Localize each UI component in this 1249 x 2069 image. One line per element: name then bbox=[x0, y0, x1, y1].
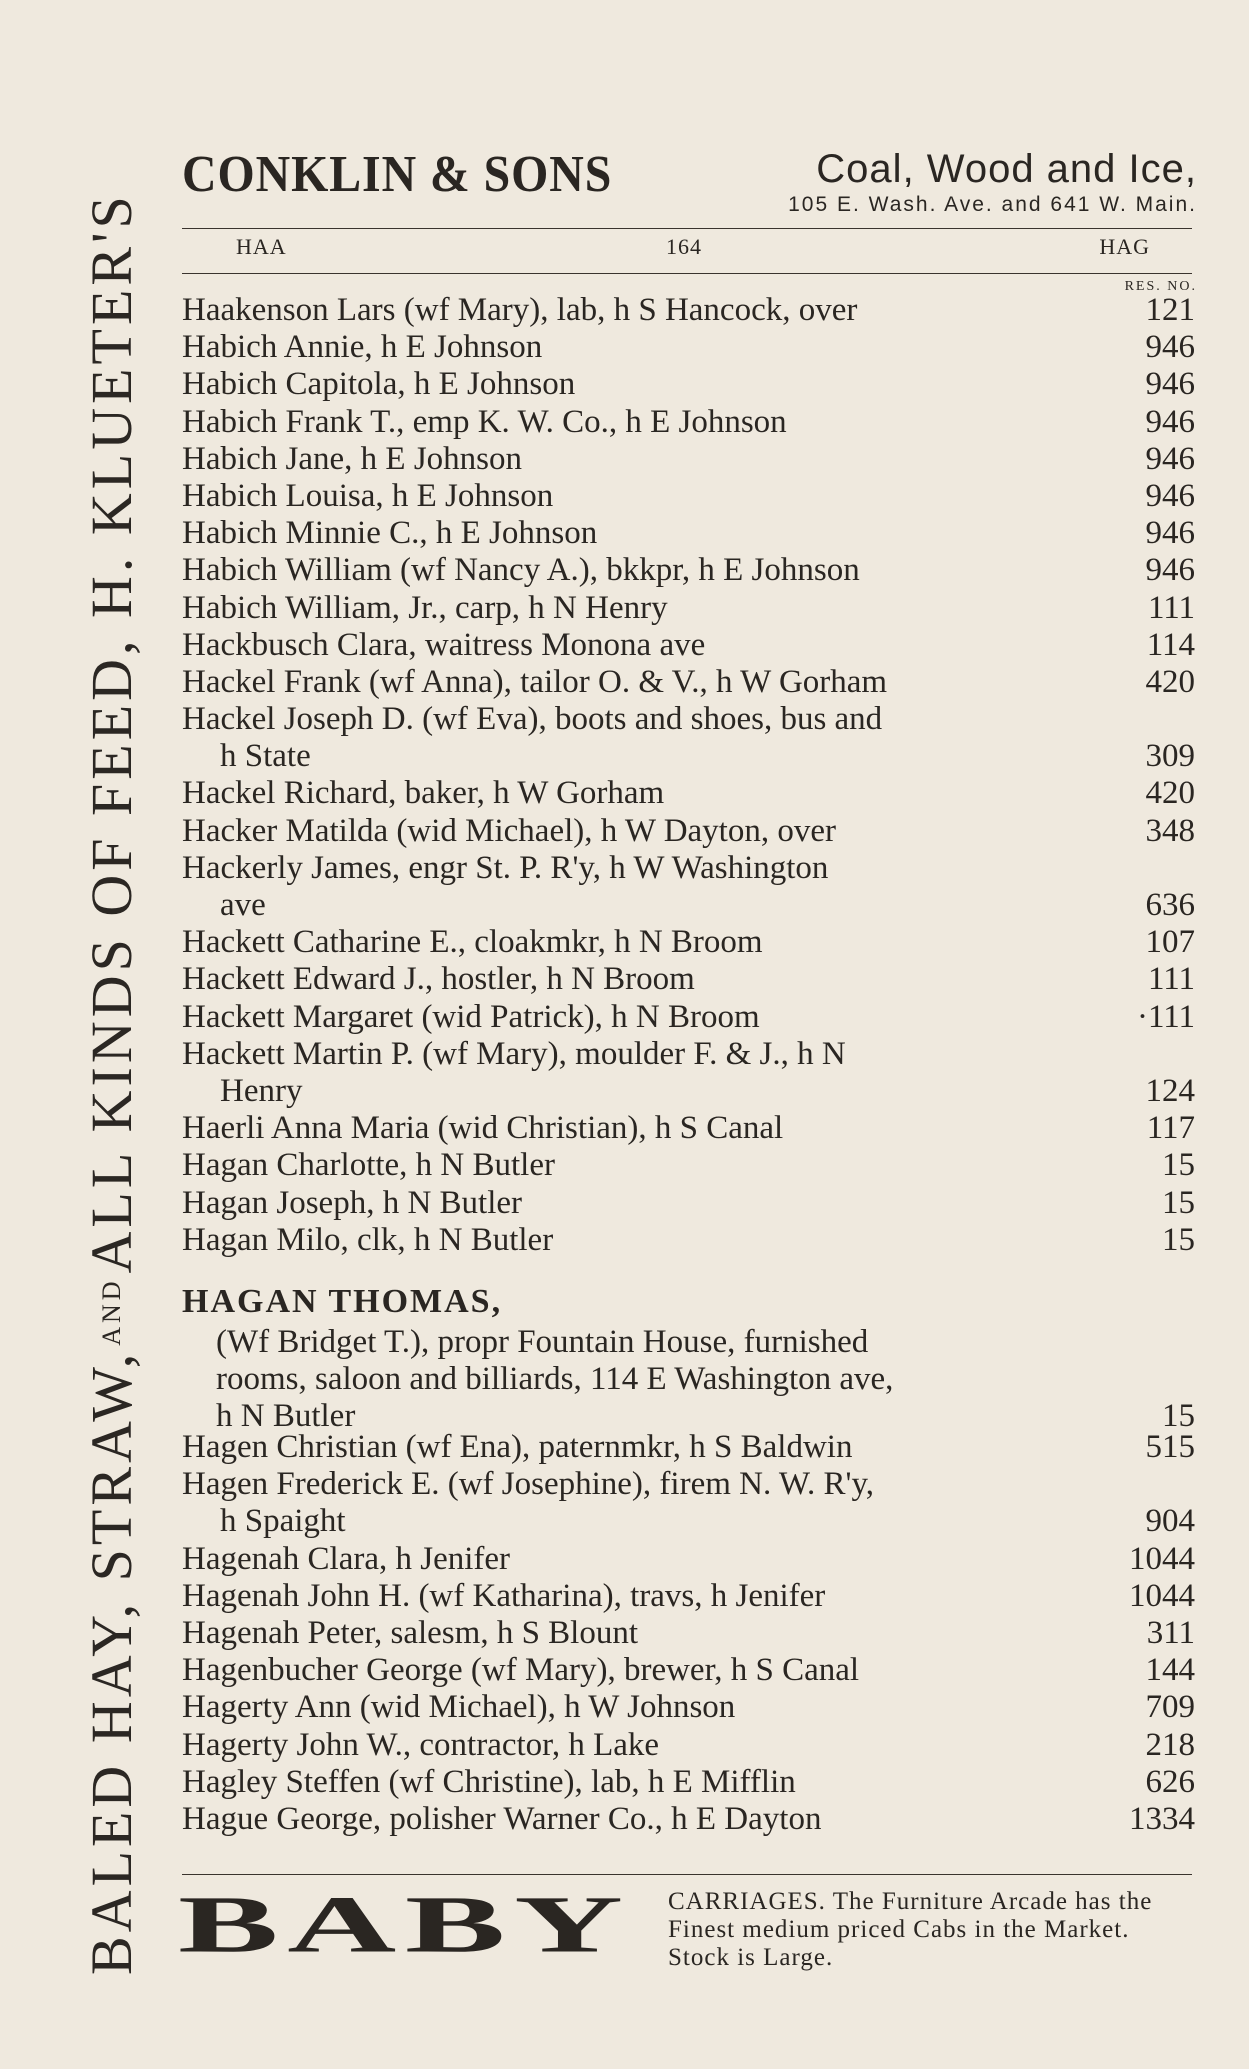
residence-number: 636 bbox=[1145, 887, 1195, 923]
residence-number: 420 bbox=[1145, 775, 1195, 812]
entry-text: Hackett Margaret (wid Patrick), h N Broom bbox=[182, 998, 760, 1035]
entry-text: Hagenbucher George (wf Mary), brewer, h S Canal bbox=[182, 1652, 860, 1689]
directory-entry bbox=[182, 292, 1195, 329]
side-ad-and: AND bbox=[96, 1277, 126, 1346]
entry-text: Habich Minnie C., h E Johnson bbox=[182, 515, 598, 552]
residence-number: 1334 bbox=[1129, 1800, 1195, 1837]
running-head bbox=[182, 234, 1192, 262]
header-ad-trade: Coal, Wood and Ice, bbox=[816, 147, 1197, 191]
directory-entry bbox=[182, 1689, 1195, 1726]
directory-entry bbox=[182, 961, 1195, 998]
entry-text: Hagley Steffen (wf Christine), lab, h E Mifflin bbox=[182, 1763, 796, 1800]
entry-text: Hagan Charlotte, h N Butler bbox=[182, 1147, 555, 1184]
entry-text: Hackel Joseph D. (wf Eva), boots and shoes, bus and bbox=[182, 701, 883, 738]
header-advertisement bbox=[182, 145, 1197, 225]
side-advertisement bbox=[78, 145, 145, 1975]
entry-text: Hague George, polisher Warner Co., h E Dayton bbox=[182, 1800, 822, 1837]
footer-ad-copy: CARRIAGES. The Furniture Arcade has the Finest medium priced Cabs in the Market. Stock is Large. bbox=[668, 1888, 1153, 1971]
entry-text: Hagen Christian (wf Ena), paternmkr, h S Baldwin bbox=[182, 1429, 853, 1465]
directory-entry bbox=[182, 1222, 1195, 1259]
directory-entry bbox=[182, 329, 1195, 366]
directory-entry bbox=[182, 813, 1195, 850]
footer-ad-headline: BABY bbox=[178, 1879, 632, 1970]
header-ad-firm: CONKLIN & SONS bbox=[182, 146, 613, 203]
directory-entry bbox=[182, 1652, 1195, 1689]
directory-entry bbox=[182, 590, 1195, 627]
directory-entry bbox=[182, 1503, 1195, 1540]
entry-text: Hagerty Ann (wid Michael), h W Johnson bbox=[182, 1689, 736, 1726]
featured-entry-name: HAGAN THOMAS, bbox=[182, 1283, 503, 1320]
running-head-rule bbox=[182, 273, 1192, 274]
directory-entry bbox=[182, 924, 1195, 961]
directory-entry bbox=[182, 738, 1195, 775]
side-ad-text-2: ALL KINDS OF FEED, H. KLUETER'S bbox=[79, 192, 144, 1274]
residence-number: 15 bbox=[1162, 1147, 1195, 1184]
directory-entry bbox=[182, 1541, 1195, 1578]
residence-number: 348 bbox=[1145, 812, 1195, 849]
residence-number: 311 bbox=[1146, 1614, 1195, 1651]
directory-entry bbox=[182, 1147, 1195, 1184]
entry-text: ave bbox=[220, 887, 266, 923]
running-head-left: HAA bbox=[236, 234, 287, 259]
directory-entry bbox=[182, 404, 1195, 441]
entry-text: Hacker Matilda (wid Michael), h W Dayton, over bbox=[182, 812, 836, 849]
residence-number: 709 bbox=[1145, 1689, 1195, 1726]
directory-entry bbox=[182, 366, 1195, 403]
entry-text: Haakenson Lars (wf Mary), lab, h S Hancock, over bbox=[182, 292, 858, 328]
entry-text: (Wf Bridget T.), propr Fountain House, furnished bbox=[216, 1324, 869, 1360]
residence-number: 515 bbox=[1145, 1429, 1195, 1465]
directory-entry bbox=[182, 999, 1195, 1036]
residence-number: 420 bbox=[1145, 663, 1195, 700]
directory-entry bbox=[182, 887, 1195, 924]
residence-number: 946 bbox=[1145, 515, 1195, 552]
residence-number: 946 bbox=[1145, 552, 1195, 589]
entry-text: Hackett Martin P. (wf Mary), moulder F. & J., h N bbox=[182, 1035, 846, 1072]
entry-text: Hagan Joseph, h N Butler bbox=[182, 1184, 523, 1221]
residence-number: 117 bbox=[1146, 1110, 1195, 1147]
residence-number: 626 bbox=[1145, 1763, 1195, 1800]
entry-text: Hagerty John W., contractor, h Lake bbox=[182, 1726, 660, 1763]
directory-entry bbox=[182, 850, 1195, 887]
residence-number: 144 bbox=[1145, 1652, 1195, 1689]
directory-entry bbox=[182, 1727, 1195, 1764]
entry-text: Habich Frank T., emp K. W. Co., h E Johnson bbox=[182, 403, 787, 440]
directory-entry bbox=[182, 1110, 1195, 1147]
entry-text: Habich Capitola, h E Johnson bbox=[182, 366, 576, 403]
directory-entry bbox=[182, 552, 1195, 589]
entry-text: Habich William (wf Nancy A.), bkkpr, h E Johnson bbox=[182, 552, 860, 589]
residence-number: 946 bbox=[1145, 477, 1195, 514]
running-head-right: HAG bbox=[1099, 234, 1150, 259]
residence-number: 15 bbox=[1162, 1184, 1195, 1221]
residence-number: 946 bbox=[1145, 366, 1195, 403]
directory-entry bbox=[182, 515, 1195, 552]
directory-entry bbox=[182, 627, 1195, 664]
residence-number: 1044 bbox=[1129, 1540, 1195, 1577]
directory-entry bbox=[182, 1801, 1195, 1838]
directory-entry bbox=[182, 1036, 1195, 1073]
entry-text: Habich William, Jr., carp, h N Henry bbox=[182, 589, 668, 626]
directory-entry bbox=[182, 441, 1195, 478]
featured-entry bbox=[182, 1280, 1195, 1436]
directory-entry bbox=[182, 1073, 1195, 1110]
entry-text: h N Butler bbox=[216, 1398, 356, 1435]
residence-number: 309 bbox=[1145, 738, 1195, 775]
header-rule bbox=[182, 228, 1192, 229]
directory-entry bbox=[182, 1615, 1195, 1652]
entry-text: Habich Annie, h E Johnson bbox=[182, 329, 543, 366]
directory-entry bbox=[182, 478, 1195, 515]
residence-number: 111 bbox=[1147, 589, 1195, 626]
directory-entry bbox=[182, 1361, 1195, 1398]
residence-number: 124 bbox=[1145, 1072, 1195, 1109]
residence-number: 111 bbox=[1147, 961, 1195, 998]
footer-advertisement bbox=[178, 1879, 1192, 1978]
directory-entry bbox=[182, 775, 1195, 812]
entry-text: rooms, saloon and billiards, 114 E Washington ave, bbox=[216, 1361, 894, 1398]
entry-text: Hagan Milo, clk, h N Butler bbox=[182, 1221, 554, 1258]
entry-text: Hackerly James, engr St. P. R'y, h W Washington bbox=[182, 849, 829, 886]
entry-text: Hagenah Peter, salesm, h S Blount bbox=[182, 1614, 639, 1651]
footer-rule bbox=[182, 1874, 1192, 1875]
entry-text: h State bbox=[220, 738, 311, 775]
residence-number: ·111 bbox=[1136, 998, 1195, 1035]
entry-text: Hackett Catharine E., cloakmkr, h N Broom bbox=[182, 924, 763, 961]
directory-entry bbox=[182, 1764, 1195, 1801]
entry-text: Habich Jane, h E Johnson bbox=[182, 440, 523, 477]
entry-text: Hackel Frank (wf Anna), tailor O. & V., h W Gorham bbox=[182, 663, 888, 700]
directory-entries bbox=[182, 292, 1195, 1259]
entry-text: Henry bbox=[220, 1072, 303, 1109]
residence-number: 15 bbox=[1162, 1398, 1195, 1435]
residence-number: 946 bbox=[1145, 403, 1195, 440]
residence-number: 1044 bbox=[1129, 1577, 1195, 1614]
residence-number: 114 bbox=[1146, 626, 1195, 663]
directory-entry bbox=[182, 1466, 1195, 1503]
page-number: 164 bbox=[666, 234, 702, 259]
entry-text: h Spaight bbox=[220, 1503, 346, 1540]
entry-text: Hagenah John H. (wf Katharina), travs, h Jenifer bbox=[182, 1577, 826, 1614]
residence-number: 904 bbox=[1145, 1503, 1195, 1540]
entry-text: Hagenah Clara, h Jenifer bbox=[182, 1540, 511, 1577]
entry-text: Habich Louisa, h E Johnson bbox=[182, 477, 554, 514]
directory-entry bbox=[182, 1324, 1195, 1361]
residence-number: 946 bbox=[1145, 329, 1195, 366]
residence-number: 218 bbox=[1145, 1726, 1195, 1763]
header-ad-address: 105 E. Wash. Ave. and 641 W. Main. bbox=[788, 193, 1197, 216]
entry-text: Hackbusch Clara, waitress Monona ave bbox=[182, 626, 706, 663]
featured-entry-lines bbox=[182, 1324, 1195, 1436]
residence-number: 946 bbox=[1145, 440, 1195, 477]
entry-text: Hagen Frederick E. (wf Josephine), firem N. W. R'y, bbox=[182, 1466, 875, 1503]
residence-number: 15 bbox=[1162, 1221, 1195, 1258]
directory-entries-continued bbox=[182, 1429, 1195, 1838]
entry-text: Hackett Edward J., hostler, h N Broom bbox=[182, 961, 695, 998]
entry-text: Haerli Anna Maria (wid Christian), h S Canal bbox=[182, 1110, 784, 1147]
directory-entry bbox=[182, 701, 1195, 738]
residence-number: 107 bbox=[1145, 924, 1195, 961]
directory-entry bbox=[182, 664, 1195, 701]
directory-entry bbox=[182, 1185, 1195, 1222]
residence-number-heading: RES. NO. bbox=[1124, 279, 1197, 294]
directory-entry bbox=[182, 1578, 1195, 1615]
residence-number: 121 bbox=[1145, 292, 1195, 328]
directory-entry bbox=[182, 1429, 1195, 1466]
entry-text: Hackel Richard, baker, h W Gorham bbox=[182, 775, 665, 812]
side-ad-text-1: BALED HAY, STRAW, bbox=[79, 1349, 144, 1975]
